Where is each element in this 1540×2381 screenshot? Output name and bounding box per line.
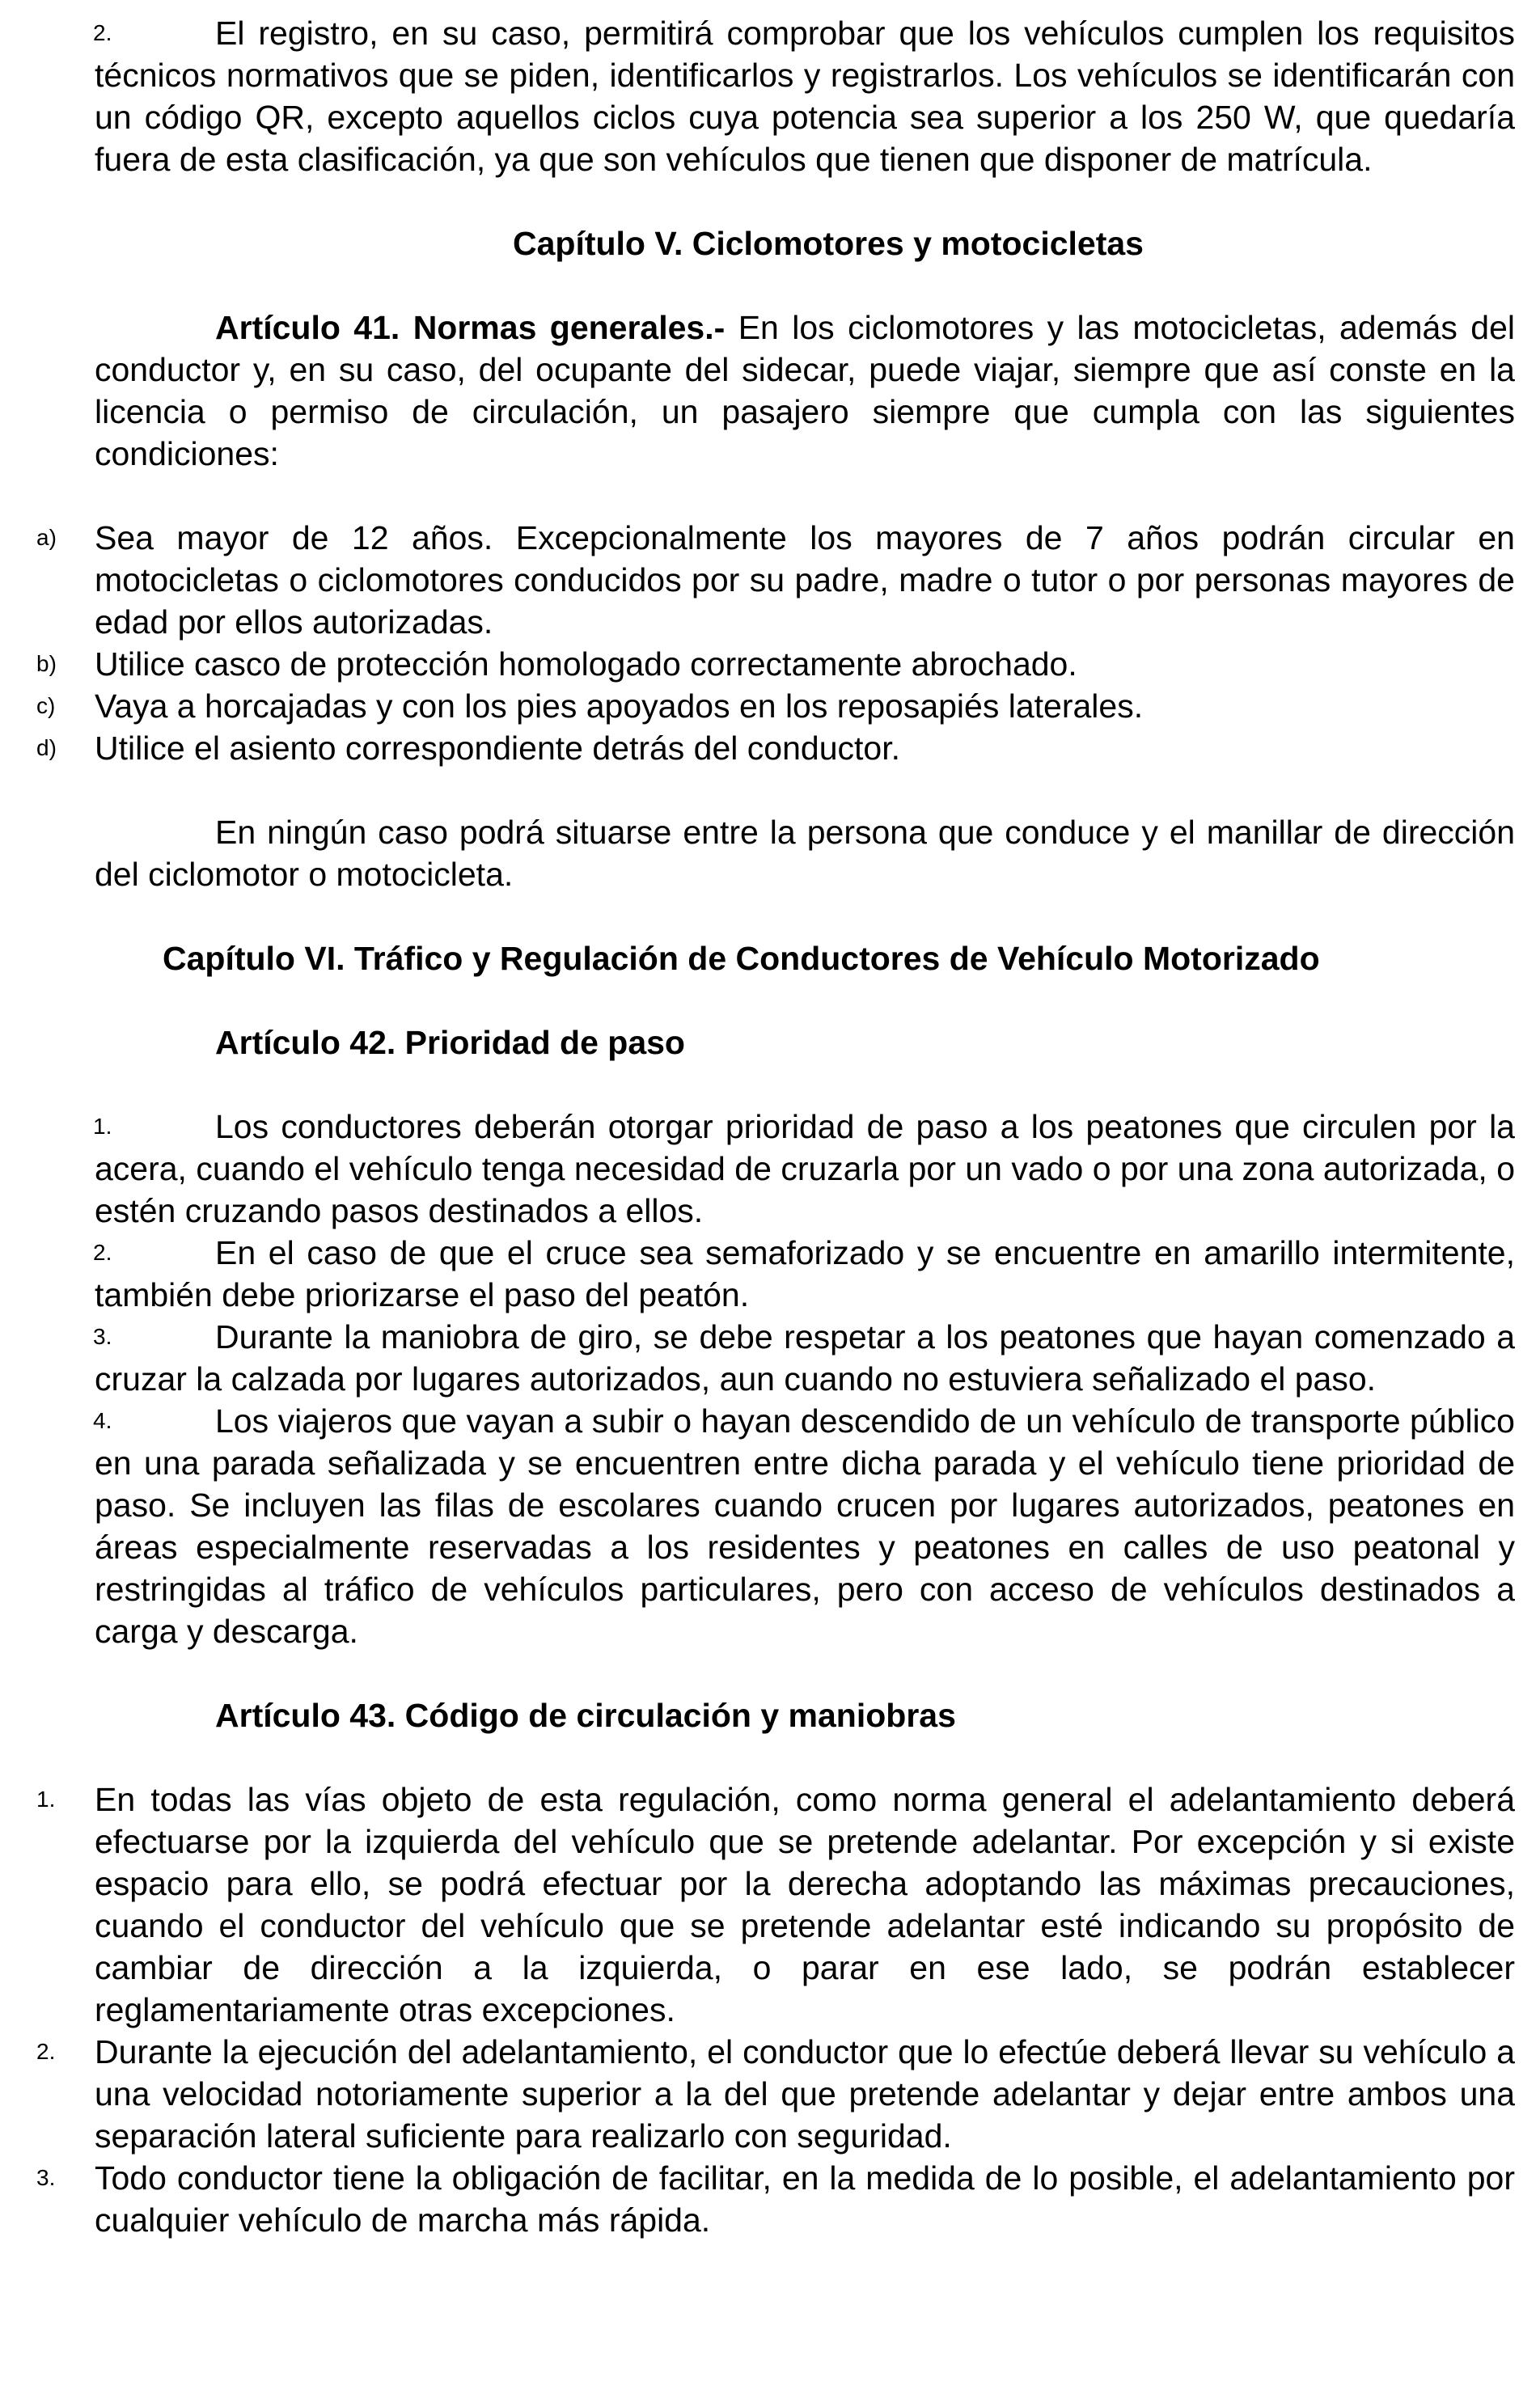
condition-d [36,727,1515,769]
article-43-item-1 [36,1778,1515,2031]
list-item-text: Utilice el asiento correspondiente detrás del conductor. [95,730,900,767]
article-heading: Artículo 42. Prioridad de paso [215,1024,685,1061]
item-text: Los conductores deberán otorgar prioridad de paso a los peatones que circulen por la acera, cuando el vehículo tenga necesidad de cruzarla por un vado o por una zona autorizada, o estén cruzando pasos destinados a ellos. [95,1108,1515,1229]
item-number: 2. [93,20,112,45]
article-heading: Artículo 43. Código de circulación y maniobras [215,1697,956,1734]
item-text: En todas las vías objeto de esta regulación, como norma general el adelantamiento deberá efectuarse por la izquierda del vehículo que se pretende adelantar. Por excepción y si existe espacio para ello, se podrá efectuar por la derecha adoptando las máximas precauciones, cuando el conductor del vehículo que se pretende adelantar esté indicando su propósito de cambiar de dirección a la izquierda, o parar en ese lado, se podrán establecer reglamentariamente otras excepciones. [95,1781,1515,2028]
condition-b [36,643,1515,685]
item-number: 1. [93,1114,112,1139]
item-number: 3. [93,1324,112,1349]
item-text: Durante la maniobra de giro, se debe respetar a los peatones que hayan comenzado a cruzar la calzada por lugares autorizados, aun cuando no estuviera señalizado el paso. [95,1318,1515,1398]
paragraph-text: El registro, en su caso, permitirá comprobar que los vehículos cumplen los requisitos técnicos normativos que se piden, identificarlos y registrarlos. Los vehículos se identificarán con un código QR, excepto aquellos ciclos cuya potencia sea superior a los 250 W, que quedaría fuera de esta clasificación, ya que son vehículos que tienen que disponer de matrícula. [95,15,1515,178]
item-text: Durante la ejecución del adelantamiento, el conductor que lo efectúe deberá llevar su vehículo a una velocidad notoriamente superior a la del que pretende adelantar y dejar entre ambos una separación lateral suficiente para realizarlo con seguridad. [95,2033,1515,2155]
article-42-item-4 [95,1400,1515,1652]
article-43-item-2 [36,2031,1515,2157]
item-text: Todo conductor tiene la obligación de facilitar, en la medida de lo posible, el adelantamiento por cualquier vehículo de marcha más rápida. [95,2159,1515,2239]
list-marker: c) [36,693,56,718]
list-marker: d) [36,735,57,760]
document-page [36,0,1515,2241]
list-item-text: Vaya a horcajadas y con los pies apoyados en los reposapiés laterales. [95,687,1144,725]
item-number: 1. [36,1787,56,1812]
item-number: 4. [93,1408,112,1433]
item-number: 2. [36,2039,56,2064]
article-41 [95,307,1515,475]
intro-paragraph [95,12,1515,180]
article-42-item-2 [95,1232,1515,1316]
chapter-title: Capítulo VI. Tráfico y Regulación de Conductores de Vehículo Motorizado [163,940,1320,977]
article-42-item-3 [95,1316,1515,1400]
closing-paragraph: En ningún caso podrá situarse entre la persona que conduce y el manillar de dirección del ciclomotor o motocicleta. [95,814,1515,893]
chapter-title: Capítulo V. Ciclomotores y motocicletas [513,225,1144,262]
paragraph-text: En los ciclomotores y las motocicletas, además del conductor y, en su caso, del ocupante del sidecar, puede viajar, siempre que así conste en la licencia o permiso de circulación, un pasajero siempre que cumpla con las siguientes condiciones: [95,309,1515,472]
list-marker: a) [36,525,57,550]
article-42-item-1 [95,1106,1515,1232]
condition-a [36,517,1515,643]
list-marker: b) [36,651,57,676]
article-heading: Artículo 41. Normas generales.- [215,309,726,346]
condition-c [36,685,1515,727]
item-number: 3. [36,2165,56,2190]
item-number: 2. [93,1240,112,1265]
list-item-text: Utilice casco de protección homologado correctamente abrochado. [95,645,1077,683]
article-43-item-3 [36,2157,1515,2241]
item-text: Los viajeros que vayan a subir o hayan descendido de un vehículo de transporte público en una parada señalizada y se encuentren entre dicha parada y el vehículo tiene prioridad de paso. Se incluyen las filas de escolares cuando crucen por lugares autorizados, peatones en áreas especialmente reservadas a los residentes y peatones en calles de uso peatonal y restringidas al tráfico de vehículos particulares, pero con acceso de vehículos destinados a carga y descarga. [95,1402,1515,1650]
list-item-text: Sea mayor de 12 años. Excepcionalmente los mayores de 7 años podrán circular en motocicletas o ciclomotores conducidos por su padre, madre o tutor o por personas mayores de edad por ellos autorizadas. [95,519,1515,641]
item-text: En el caso de que el cruce sea semaforizado y se encuentre en amarillo intermitente, también debe priorizarse el paso del peatón. [95,1234,1515,1313]
